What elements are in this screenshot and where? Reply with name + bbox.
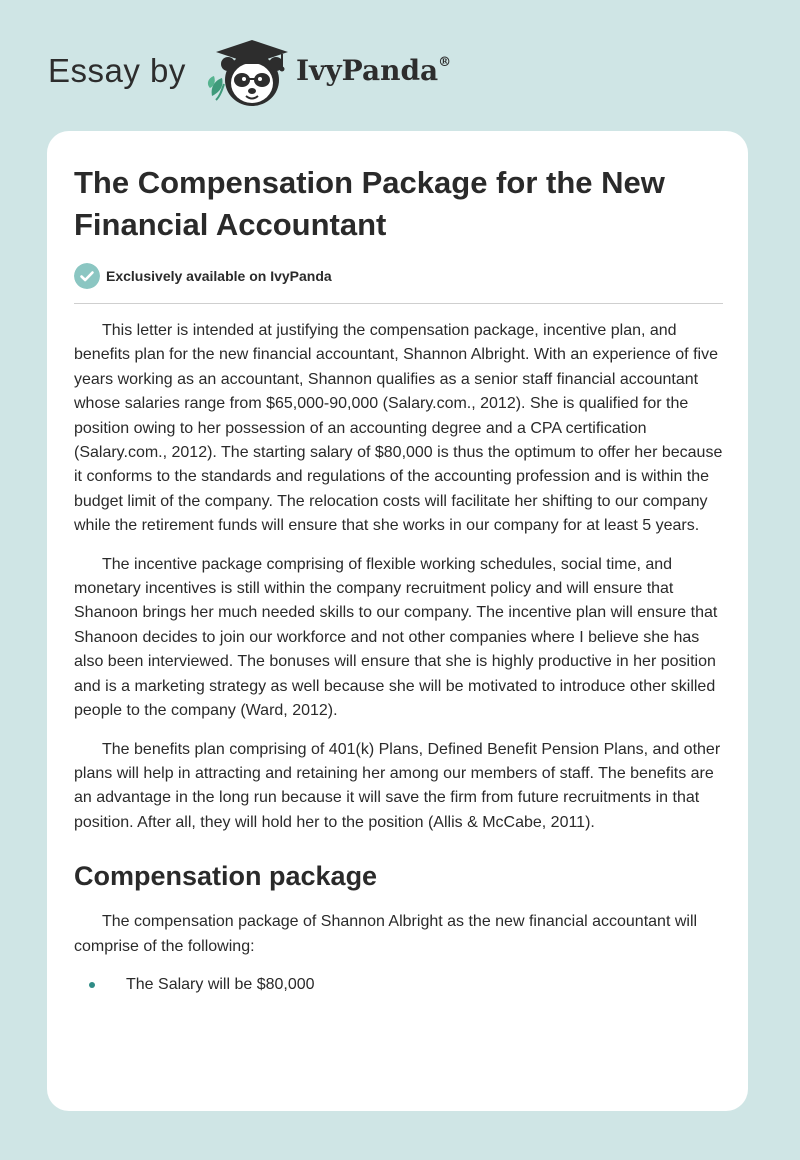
- brand-name[interactable]: [296, 54, 451, 87]
- essay-body: [74, 319, 724, 997]
- paragraph: This letter is intended at justifying the compensation package, incentive plan, and benefits plan for the new financial accountant, Shannon Albright. With an experience of five years working as an accountant, Shannon qualifies as a senior staff financial accountant whose salaries range from $65,000-90,000 (Salary.com., 2012). She is qualified for the position owing to her possession of an accounting degree and a CPA certification (Salary.com., 2012). The starting salary of $80,000 is thus the optimum to offer her because it conforms to the standards and regulations of the accounting profession and is within the budget limit of the company. The relocation costs will facilitate her shifting to our company while the retirement funds will ensure that she works in our company for at least 5 years.: [74, 322, 723, 535]
- panda-graduation-cap-icon[interactable]: [202, 36, 292, 110]
- section-heading: Compensation package: [74, 861, 378, 892]
- divider: [74, 303, 723, 304]
- paragraph: The benefits plan comprising of 401(k) Plans, Defined Benefit Pension Plans, and other plans will help in attracting and retaining her among our members of staff. The benefits are an advantage in the long run because it will save the firm from future recruitments in that position. After all, they will hold her to the position (Allis & McCabe, 2011).: [74, 740, 721, 831]
- list-item: [74, 973, 724, 997]
- paragraph: The incentive package comprising of flexible working schedules, social time, and monetary incentives is still within the company recruitment policy and will ensure that Shanoon brings her much needed skills to our company. The incentive plan will ensure that Shanoon decides to join our workforce and not other companies where I believe she has also been interviewed. The bonuses will ensure that she is highly productive in her position and is a marketing strategy as well because she will be motivated to introduce other skilled people to the company (Ward, 2012).: [74, 555, 718, 720]
- bullet-list: [74, 973, 724, 997]
- section-paragraph: The compensation package of Shannon Albright as the new financial accountant will comprise of the following:: [74, 913, 698, 955]
- essay-card: [47, 131, 748, 1111]
- registered-mark: ®: [438, 54, 452, 70]
- check-circle-icon: [74, 263, 100, 289]
- exclusive-badge: [74, 262, 332, 290]
- bullet-dot-icon: [89, 982, 95, 988]
- page-title: The Compensation Package for the New Financial Accountant: [74, 165, 665, 242]
- exclusive-badge-label: Exclusively available on IvyPanda: [106, 268, 332, 284]
- brand-text: IvyPanda: [296, 54, 439, 87]
- list-item-text: The Salary will be $80,000: [126, 975, 315, 993]
- site-header: [48, 36, 508, 116]
- essay-by-label: Essay by: [48, 52, 186, 89]
